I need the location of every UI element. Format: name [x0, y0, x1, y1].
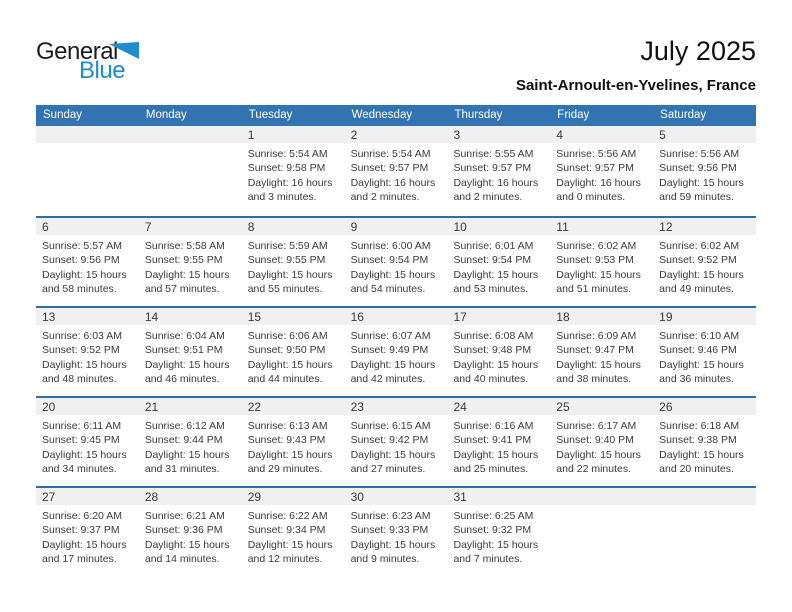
day-cell [242, 308, 345, 396]
logo-text-general: General [36, 38, 118, 65]
daylight-hours-text: Daylight: 15 hours [659, 268, 744, 281]
sunset-text: Sunset: 9:56 PM [659, 162, 737, 175]
weekday-header-monday: Monday [145, 109, 187, 121]
daylight-hours-text: Daylight: 15 hours [350, 358, 436, 371]
sunrise-text: Sunrise: 6:00 AM [350, 240, 431, 252]
day-details [345, 505, 448, 567]
daylight-hours-text: Daylight: 15 hours [350, 538, 436, 551]
daylight-minutes-text: and 29 minutes. [247, 463, 323, 476]
sunrise-text: Sunrise: 6:04 AM [144, 330, 225, 342]
sunrise-text: Sunrise: 6:02 AM [556, 240, 637, 252]
day-cell [36, 488, 139, 576]
daylight-hours-text: Daylight: 16 hours [453, 176, 539, 189]
daylight-minutes-text: and 17 minutes. [42, 553, 117, 566]
day-cell [139, 308, 242, 396]
sunrise-text: Sunrise: 6:21 AM [144, 510, 225, 522]
sunrise-text: Sunrise: 6:23 AM [350, 510, 431, 522]
week-row [36, 126, 756, 216]
day-number: 26 [653, 398, 756, 415]
daylight-minutes-text: and 2 minutes. [453, 191, 523, 204]
day-number: 5 [653, 126, 756, 143]
sunset-text: Sunset: 9:48 PM [453, 344, 532, 357]
sunset-text: Sunset: 9:55 PM [144, 254, 223, 267]
day-details [550, 415, 653, 477]
daylight-hours-text: Daylight: 15 hours [42, 358, 127, 371]
daylight-minutes-text: and 48 minutes. [42, 373, 117, 386]
day-details [139, 505, 242, 567]
daylight-minutes-text: and 36 minutes. [659, 373, 734, 386]
day-number: 10 [447, 218, 550, 235]
weekday-header-wednesday: Wednesday [351, 109, 413, 121]
day-cell [550, 308, 653, 396]
day-details [550, 143, 653, 205]
weekday-header-friday: Friday [557, 109, 590, 121]
sunset-text: Sunset: 9:42 PM [350, 434, 429, 447]
day-details [653, 143, 756, 205]
sunrise-text: Sunrise: 6:01 AM [453, 240, 534, 252]
day-cell [345, 126, 448, 216]
day-details [242, 325, 345, 387]
day-cell [36, 398, 139, 486]
sunrise-text: Sunrise: 6:06 AM [247, 330, 328, 342]
calendar [36, 105, 756, 576]
day-details [550, 235, 653, 297]
weekday-header-tuesday: Tuesday [248, 109, 293, 121]
sunset-text: Sunset: 9:43 PM [247, 434, 326, 447]
daylight-hours-text: Daylight: 16 hours [350, 176, 436, 189]
sunset-text: Sunset: 9:57 PM [453, 162, 532, 175]
daylight-hours-text: Daylight: 15 hours [42, 268, 127, 281]
sunset-text: Sunset: 9:52 PM [42, 344, 120, 357]
daylight-minutes-text: and 49 minutes. [659, 283, 734, 296]
sunset-text: Sunset: 9:49 PM [350, 344, 429, 357]
day-cell [36, 308, 139, 396]
sunrise-text: Sunrise: 5:55 AM [453, 148, 534, 160]
day-details [345, 143, 448, 205]
weekday-header-thursday: Thursday [454, 109, 503, 121]
daylight-hours-text: Daylight: 15 hours [453, 538, 539, 551]
day-cell [447, 218, 550, 306]
day-number: 17 [447, 308, 550, 325]
daylight-minutes-text: and 55 minutes. [247, 283, 323, 296]
day-cell [447, 308, 550, 396]
sunset-text: Sunset: 9:36 PM [144, 524, 223, 537]
day-number: 28 [139, 488, 242, 505]
day-details [36, 143, 139, 147]
calendar-weeks [36, 126, 756, 576]
daylight-minutes-text: and 20 minutes. [659, 463, 734, 476]
daylight-minutes-text: and 7 minutes. [453, 553, 523, 566]
sunset-text: Sunset: 9:45 PM [42, 434, 120, 447]
sunset-text: Sunset: 9:41 PM [453, 434, 532, 447]
day-details [36, 235, 139, 297]
daylight-minutes-text: and 51 minutes. [556, 283, 632, 296]
sunrise-text: Sunrise: 6:12 AM [144, 420, 225, 432]
daylight-hours-text: Daylight: 16 hours [556, 176, 641, 189]
day-number: 14 [139, 308, 242, 325]
sunset-text: Sunset: 9:37 PM [42, 524, 120, 537]
day-number: 16 [345, 308, 448, 325]
day-details [447, 235, 550, 297]
sunset-text: Sunset: 9:32 PM [453, 524, 532, 537]
daylight-hours-text: Daylight: 15 hours [556, 358, 641, 371]
daylight-minutes-text: and 53 minutes. [453, 283, 529, 296]
logo-text-blue: Blue [79, 57, 126, 84]
day-details [36, 415, 139, 477]
day-number: 6 [36, 218, 139, 235]
day-cell [242, 126, 345, 216]
day-number: 12 [653, 218, 756, 235]
day-cell [345, 218, 448, 306]
daylight-minutes-text: and 3 minutes. [247, 191, 317, 204]
day-cell [242, 488, 345, 576]
daylight-minutes-text: and 12 minutes. [247, 553, 323, 566]
daylight-hours-text: Daylight: 16 hours [247, 176, 333, 189]
sunrise-text: Sunrise: 6:18 AM [659, 420, 740, 432]
daylight-hours-text: Daylight: 15 hours [247, 358, 333, 371]
day-number [653, 488, 756, 505]
day-details [345, 415, 448, 477]
week-row [36, 396, 756, 486]
day-details [653, 235, 756, 297]
day-cell [447, 488, 550, 576]
daylight-minutes-text: and 54 minutes. [350, 283, 426, 296]
day-cell [36, 218, 139, 306]
sunrise-text: Sunrise: 5:59 AM [247, 240, 328, 252]
sunrise-text: Sunrise: 5:54 AM [247, 148, 328, 160]
day-number: 21 [139, 398, 242, 415]
sunset-text: Sunset: 9:38 PM [659, 434, 737, 447]
day-cell [550, 126, 653, 216]
daylight-minutes-text: and 59 minutes. [659, 191, 734, 204]
day-details [447, 415, 550, 477]
day-details [447, 505, 550, 567]
location-subtitle: Saint-Arnoult-en-Yvelines, France [515, 77, 756, 94]
day-details [139, 415, 242, 477]
day-details [550, 505, 653, 509]
sunset-text: Sunset: 9:55 PM [247, 254, 326, 267]
daylight-minutes-text: and 58 minutes. [42, 283, 117, 296]
general-blue-logo [36, 38, 176, 88]
sunset-text: Sunset: 9:52 PM [659, 254, 737, 267]
day-cell [550, 218, 653, 306]
daylight-hours-text: Daylight: 15 hours [247, 448, 333, 461]
week-row [36, 486, 756, 576]
day-details [447, 325, 550, 387]
day-cell [653, 218, 756, 306]
daylight-minutes-text: and 0 minutes. [556, 191, 626, 204]
day-details [653, 505, 756, 509]
day-details [653, 415, 756, 477]
daylight-hours-text: Daylight: 15 hours [350, 448, 436, 461]
sunrise-text: Sunrise: 5:56 AM [556, 148, 637, 160]
day-number: 20 [36, 398, 139, 415]
sunset-text: Sunset: 9:57 PM [556, 162, 634, 175]
daylight-hours-text: Daylight: 15 hours [556, 268, 641, 281]
daylight-minutes-text: and 38 minutes. [556, 373, 632, 386]
daylight-hours-text: Daylight: 15 hours [556, 448, 641, 461]
daylight-minutes-text: and 57 minutes. [144, 283, 220, 296]
empty-day-cell [36, 126, 139, 216]
day-number: 31 [447, 488, 550, 505]
day-number: 22 [242, 398, 345, 415]
sunrise-text: Sunrise: 6:10 AM [659, 330, 740, 342]
sunset-text: Sunset: 9:53 PM [556, 254, 634, 267]
sunrise-text: Sunrise: 6:20 AM [42, 510, 122, 522]
day-number: 27 [36, 488, 139, 505]
day-details [345, 325, 448, 387]
day-number: 23 [345, 398, 448, 415]
day-details [447, 143, 550, 205]
daylight-hours-text: Daylight: 15 hours [247, 538, 333, 551]
day-details [242, 235, 345, 297]
sunrise-text: Sunrise: 6:07 AM [350, 330, 431, 342]
day-details [36, 325, 139, 387]
day-cell [139, 488, 242, 576]
sunset-text: Sunset: 9:57 PM [350, 162, 429, 175]
sunrise-text: Sunrise: 5:58 AM [144, 240, 225, 252]
day-details [345, 235, 448, 297]
day-cell [345, 308, 448, 396]
daylight-hours-text: Daylight: 15 hours [659, 448, 744, 461]
day-number: 7 [139, 218, 242, 235]
sunset-text: Sunset: 9:58 PM [247, 162, 326, 175]
day-details [242, 143, 345, 205]
daylight-hours-text: Daylight: 15 hours [42, 448, 127, 461]
daylight-minutes-text: and 27 minutes. [350, 463, 426, 476]
day-number: 19 [653, 308, 756, 325]
sunrise-text: Sunrise: 6:16 AM [453, 420, 534, 432]
daylight-minutes-text: and 46 minutes. [144, 373, 220, 386]
sunrise-text: Sunrise: 6:22 AM [247, 510, 328, 522]
sunrise-text: Sunrise: 6:15 AM [350, 420, 431, 432]
day-cell [447, 398, 550, 486]
sunset-text: Sunset: 9:46 PM [659, 344, 737, 357]
daylight-minutes-text: and 14 minutes. [144, 553, 220, 566]
weekday-header-row [36, 105, 756, 126]
sunset-text: Sunset: 9:34 PM [247, 524, 326, 537]
sunrise-text: Sunrise: 6:13 AM [247, 420, 328, 432]
daylight-hours-text: Daylight: 15 hours [144, 268, 230, 281]
day-number: 8 [242, 218, 345, 235]
daylight-hours-text: Daylight: 15 hours [453, 358, 539, 371]
daylight-hours-text: Daylight: 15 hours [350, 268, 436, 281]
empty-day-cell [653, 488, 756, 576]
day-number: 11 [550, 218, 653, 235]
day-number: 4 [550, 126, 653, 143]
day-number [550, 488, 653, 505]
sunrise-text: Sunrise: 6:25 AM [453, 510, 534, 522]
sunrise-text: Sunrise: 6:02 AM [659, 240, 740, 252]
day-cell [242, 218, 345, 306]
day-details [242, 415, 345, 477]
day-details [139, 143, 242, 147]
day-number: 25 [550, 398, 653, 415]
day-cell [550, 398, 653, 486]
day-cell [447, 126, 550, 216]
sunset-text: Sunset: 9:56 PM [42, 254, 120, 267]
sunrise-text: Sunrise: 6:08 AM [453, 330, 534, 342]
daylight-minutes-text: and 22 minutes. [556, 463, 632, 476]
day-cell [345, 398, 448, 486]
daylight-hours-text: Daylight: 15 hours [659, 358, 744, 371]
daylight-hours-text: Daylight: 15 hours [247, 268, 333, 281]
day-number [36, 126, 139, 143]
daylight-minutes-text: and 42 minutes. [350, 373, 426, 386]
daylight-hours-text: Daylight: 15 hours [42, 538, 127, 551]
day-cell [139, 398, 242, 486]
daylight-minutes-text: and 2 minutes. [350, 191, 420, 204]
day-number: 3 [447, 126, 550, 143]
sunrise-text: Sunrise: 6:11 AM [42, 420, 122, 432]
sunset-text: Sunset: 9:50 PM [247, 344, 326, 357]
daylight-minutes-text: and 25 minutes. [453, 463, 529, 476]
daylight-hours-text: Daylight: 15 hours [144, 448, 230, 461]
day-number: 9 [345, 218, 448, 235]
daylight-minutes-text: and 40 minutes. [453, 373, 529, 386]
day-number: 24 [447, 398, 550, 415]
day-number: 29 [242, 488, 345, 505]
sunset-text: Sunset: 9:40 PM [556, 434, 634, 447]
day-details [36, 505, 139, 567]
weekday-header-saturday: Saturday [660, 109, 707, 121]
daylight-minutes-text: and 31 minutes. [144, 463, 220, 476]
sunrise-text: Sunrise: 5:57 AM [42, 240, 122, 252]
daylight-minutes-text: and 9 minutes. [350, 553, 420, 566]
sunrise-text: Sunrise: 5:54 AM [350, 148, 431, 160]
daylight-hours-text: Daylight: 15 hours [144, 358, 230, 371]
day-details [242, 505, 345, 567]
day-number: 1 [242, 126, 345, 143]
sunrise-text: Sunrise: 6:09 AM [556, 330, 637, 342]
daylight-hours-text: Daylight: 15 hours [453, 448, 539, 461]
week-row [36, 216, 756, 306]
day-number: 30 [345, 488, 448, 505]
empty-day-cell [550, 488, 653, 576]
day-number: 15 [242, 308, 345, 325]
day-details [653, 325, 756, 387]
day-cell [653, 308, 756, 396]
day-cell [653, 398, 756, 486]
day-number: 18 [550, 308, 653, 325]
week-row [36, 306, 756, 396]
daylight-minutes-text: and 44 minutes. [247, 373, 323, 386]
day-number [139, 126, 242, 143]
sunrise-text: Sunrise: 6:03 AM [42, 330, 122, 342]
daylight-hours-text: Daylight: 15 hours [659, 176, 744, 189]
day-details [139, 325, 242, 387]
day-details [139, 235, 242, 297]
sunset-text: Sunset: 9:54 PM [350, 254, 429, 267]
day-cell [139, 218, 242, 306]
day-cell [345, 488, 448, 576]
day-number: 13 [36, 308, 139, 325]
day-cell [242, 398, 345, 486]
day-cell [653, 126, 756, 216]
daylight-minutes-text: and 34 minutes. [42, 463, 117, 476]
weekday-header-sunday: Sunday [43, 109, 83, 121]
sunset-text: Sunset: 9:47 PM [556, 344, 634, 357]
sunset-text: Sunset: 9:44 PM [144, 434, 223, 447]
sunrise-text: Sunrise: 5:56 AM [659, 148, 740, 160]
daylight-hours-text: Daylight: 15 hours [144, 538, 230, 551]
sunset-text: Sunset: 9:33 PM [350, 524, 429, 537]
daylight-hours-text: Daylight: 15 hours [453, 268, 539, 281]
day-details [550, 325, 653, 387]
empty-day-cell [139, 126, 242, 216]
page-title: July 2025 [640, 36, 756, 66]
sunset-text: Sunset: 9:51 PM [144, 344, 223, 357]
sunrise-text: Sunrise: 6:17 AM [556, 420, 637, 432]
sunset-text: Sunset: 9:54 PM [453, 254, 532, 267]
day-number: 2 [345, 126, 448, 143]
